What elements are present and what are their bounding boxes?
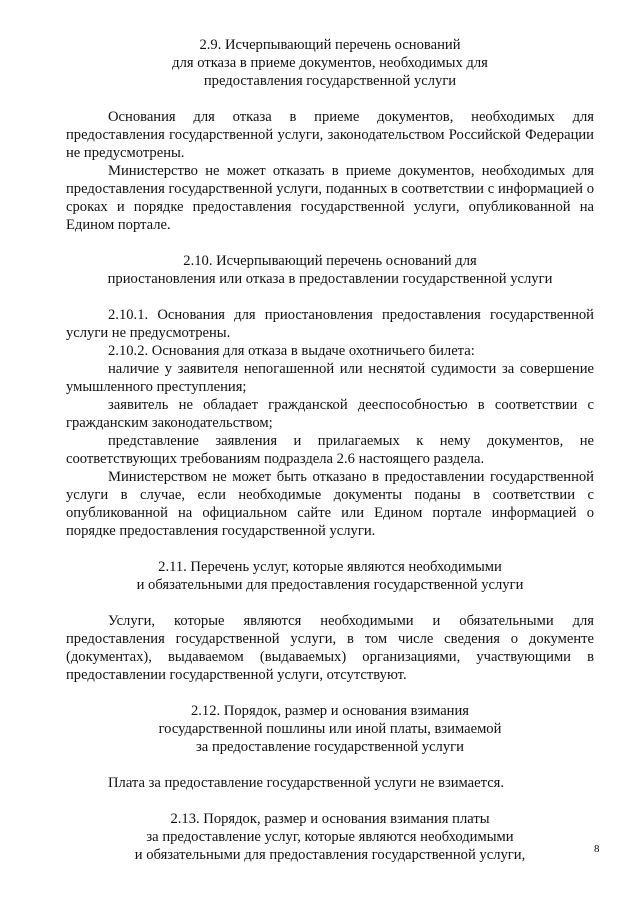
heading-line: приостановления или отказа в предоставлении государственной услуги <box>107 271 553 287</box>
heading-line: для отказа в приеме документов, необходимых для <box>172 55 488 71</box>
heading-line: 2.9. Исчерпывающий перечень оснований <box>199 37 461 53</box>
heading-line: за предоставление услуг, которые являются необходимыми <box>146 829 514 845</box>
heading-line: государственной пошлины или иной платы, взимаемой <box>158 721 502 737</box>
paragraph: Министерством не может быть отказано в предоставлении государственной услуги в случае, если необходимые документы поданы в соответствии с опубликованной на официальном сайте или Едином портале информацией о порядке предоставления государственной услуги. <box>66 469 594 539</box>
heading-line: 2.11. Перечень услуг, которые являются необходимыми <box>158 559 502 575</box>
heading-line: 2.10. Исчерпывающий перечень оснований для <box>183 253 477 269</box>
page-number: 8 <box>594 843 600 855</box>
paragraph: Министерство не может отказать в приеме документов, необходимых для предоставления государственной услуги, поданных в соответствии с информацией о сроках и порядке предоставления государственной услуги, опубликованной на Едином портале. <box>66 163 594 233</box>
heading-line: и обязательными для предоставления государственной услуги <box>136 577 524 593</box>
paragraph: наличие у заявителя непогашенной или неснятой судимости за совершение умышленного преступления; <box>66 361 594 395</box>
paragraph: заявитель не обладает гражданской дееспособностью в соответствии с гражданским законодательством; <box>66 397 594 431</box>
paragraph: Услуги, которые являются необходимыми и обязательными для предоставления государственной услуги, в том числе сведения о документе (документах), выдаваемом (выдаваемых) организациями, участвующими в предоставлении государственной услуги, отсутствуют. <box>66 613 594 683</box>
document-page <box>66 36 594 864</box>
paragraph: представление заявления и прилагаемых к нему документов, не соответствующих требованиям подраздела 2.6 настоящего раздела. <box>66 433 594 467</box>
section-2-9-heading <box>66 36 594 90</box>
section-2-10-heading <box>66 252 594 288</box>
heading-line: предоставления государственной услуги <box>203 73 457 89</box>
paragraph: 2.10.2. Основания для отказа в выдаче охотничьего билета: <box>108 343 475 359</box>
paragraph: Основания для отказа в приеме документов, необходимых для предоставления государственной услуги, законодательством Российской Федерации не предусмотрены. <box>66 109 594 161</box>
section-2-13-heading <box>66 810 594 864</box>
heading-line: и обязательными для предоставления государственной услуги, <box>134 847 526 863</box>
heading-line: 2.13. Порядок, размер и основания взимания платы <box>170 811 490 827</box>
section-2-12-heading <box>66 702 594 756</box>
paragraph: Плата за предоставление государственной услуги не взимается. <box>108 775 505 791</box>
section-2-11-heading <box>66 558 594 594</box>
heading-line: за предоставление государственной услуги <box>196 739 464 755</box>
heading-line: 2.12. Порядок, размер и основания взимания <box>190 703 470 719</box>
paragraph: 2.10.1. Основания для приостановления предоставления государственной услуги не предусмотрены. <box>66 307 594 341</box>
